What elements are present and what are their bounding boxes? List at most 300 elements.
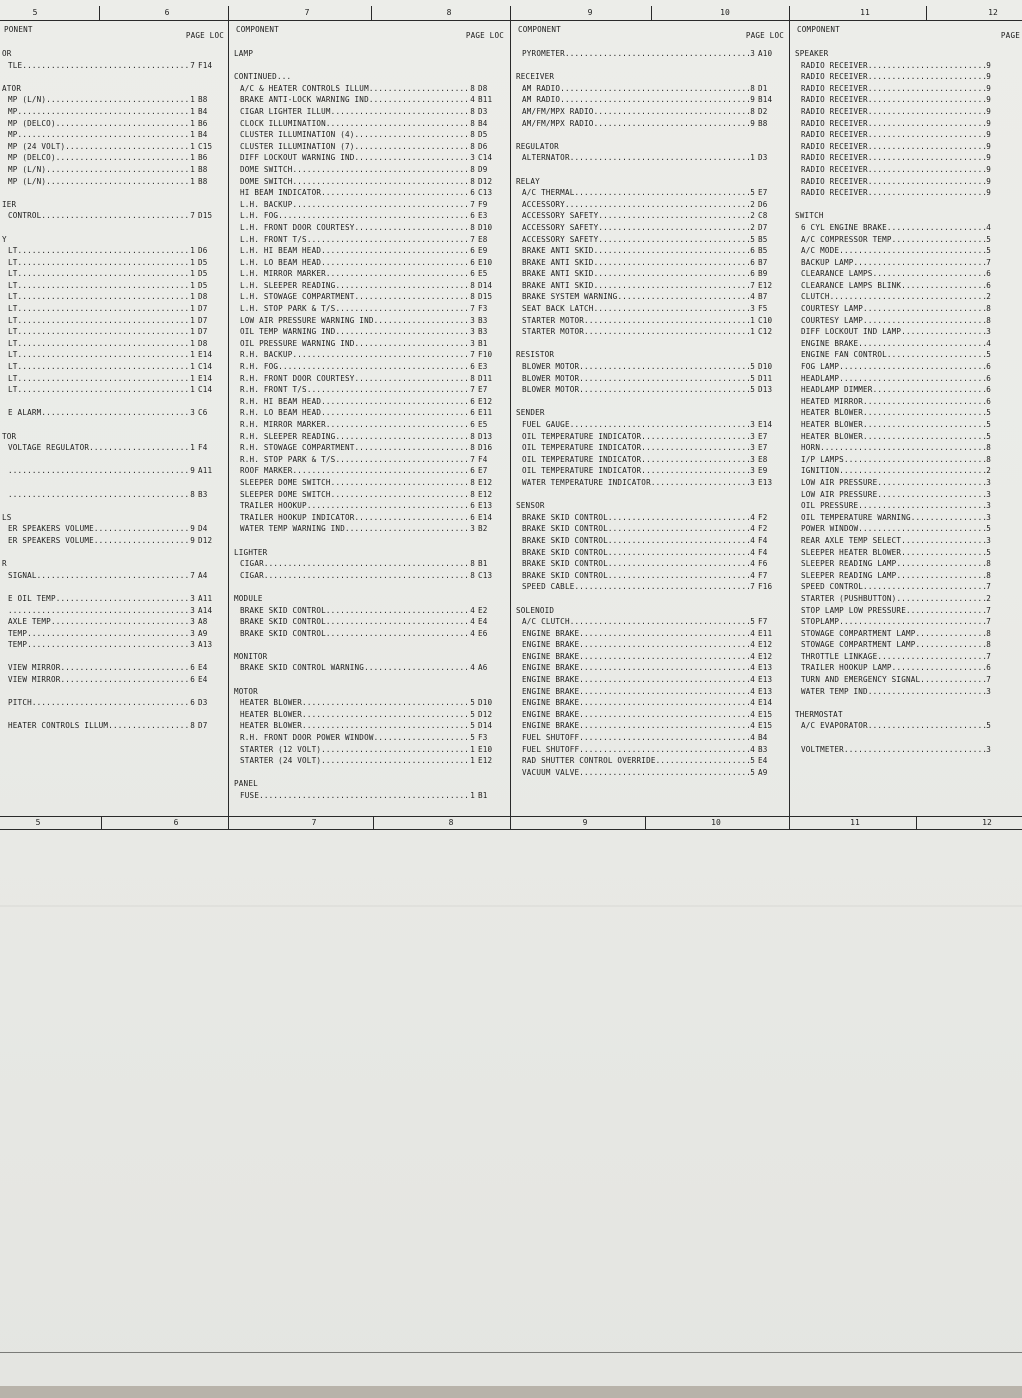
component-group	[0, 489, 226, 501]
entry-loc	[991, 442, 1022, 454]
dot-leader	[839, 245, 986, 257]
entry-name: OIL TEMPERATURE WARNING	[801, 512, 911, 522]
index-entry	[0, 210, 226, 222]
dot-leader	[374, 732, 471, 744]
dot-leader	[37, 570, 191, 582]
dot-leader	[594, 280, 751, 292]
entry-loc	[991, 152, 1022, 164]
entry-page: 4	[750, 651, 755, 661]
entry-name: IGNITION	[801, 466, 840, 476]
index-entry	[0, 407, 226, 419]
dot-leader	[873, 384, 987, 396]
entry-name: REAR AXLE TEMP SELECT	[801, 535, 902, 545]
index-entry	[0, 141, 226, 153]
entry-loc: E12	[478, 756, 493, 766]
entry-page: 9	[986, 95, 991, 105]
entry-loc	[991, 744, 1022, 756]
dot-leader	[335, 326, 470, 338]
column-header	[232, 20, 506, 40]
entry-name: CLEARANCE LAMPS	[801, 269, 873, 279]
group-heading: SWITCH	[795, 211, 824, 221]
entry-page: 1	[470, 744, 475, 754]
entry-page: 6	[986, 385, 991, 395]
entry-loc: B5	[758, 234, 768, 244]
entry-loc: E10	[478, 744, 493, 754]
entry-loc: D10	[478, 222, 493, 232]
entry-name: L.H. SLEEPER READING	[240, 280, 336, 290]
entry-page: 8	[470, 443, 475, 453]
entry-loc: E5	[478, 269, 488, 279]
entry-loc: B6	[198, 118, 208, 128]
entry-page: 9	[986, 153, 991, 163]
entry-page: 9	[986, 118, 991, 128]
dot-leader	[584, 315, 750, 327]
entry-name: HEATER BLOWER	[801, 408, 864, 418]
tick	[926, 6, 927, 20]
dot-leader	[868, 106, 986, 118]
index-entry	[514, 48, 786, 60]
entry-loc: C13	[478, 570, 493, 580]
entry-page: 3	[190, 408, 195, 418]
dot-leader	[887, 349, 986, 361]
entry-page: 3	[190, 617, 195, 627]
index-entry	[514, 118, 786, 130]
entry-name: SLEEPER READING LAMP	[801, 559, 897, 569]
component-group	[232, 71, 506, 535]
component-group	[514, 48, 786, 60]
index-entry	[514, 767, 786, 779]
entry-loc	[991, 570, 1022, 582]
dot-leader	[641, 431, 750, 443]
group-heading: Y	[2, 234, 7, 244]
dot-leader	[575, 581, 751, 593]
entry-page: 1	[750, 153, 755, 163]
component-group	[793, 744, 1022, 756]
dot-leader	[56, 593, 191, 605]
table-surface-edge	[0, 1386, 1022, 1398]
entry-name: DIFF LOCKOUT WARNING IND	[240, 153, 355, 163]
index-entry	[514, 373, 786, 385]
index-entry	[514, 83, 786, 95]
index-entry	[0, 593, 226, 605]
group-heading: THERMOSTAT	[795, 709, 843, 719]
entry-page: 7	[190, 60, 195, 70]
entry-name: ACCESSORY SAFETY	[522, 234, 599, 244]
entry-name: FUEL GAUGE	[522, 420, 570, 429]
entry-name: R.H. HI BEAM HEAD	[240, 396, 322, 406]
entry-loc: E7	[478, 466, 488, 476]
component-group	[0, 465, 226, 477]
entry-page: 9	[986, 164, 991, 174]
entry-page: 1	[190, 141, 195, 151]
dot-leader	[89, 442, 190, 454]
dot-leader	[570, 152, 751, 164]
index-column	[514, 20, 786, 815]
component-group	[0, 199, 226, 222]
index-entry	[514, 291, 786, 303]
entry-name: COURTESY LAMP	[801, 315, 864, 325]
index-entry	[793, 118, 1022, 130]
entry-loc: F4	[758, 535, 768, 545]
index-entry	[514, 315, 786, 327]
entry-page: 8	[470, 130, 475, 140]
entry-page: 9	[190, 524, 195, 534]
dot-leader	[863, 431, 986, 443]
index-entry	[232, 210, 506, 222]
entry-loc: E7	[758, 188, 768, 198]
entry-page: 4	[750, 292, 755, 302]
dot-leader	[579, 674, 750, 686]
index-entry	[793, 500, 1022, 512]
index-entry	[0, 118, 226, 130]
entry-name: HEATER BLOWER	[240, 721, 303, 731]
dot-leader	[868, 60, 986, 72]
entry-name: A/C & HEATER CONTROLS ILLUM	[240, 83, 369, 93]
index-entry	[793, 581, 1022, 593]
entry-name: HORN	[801, 443, 821, 453]
entry-loc	[991, 176, 1022, 188]
entry-name: BLOWER MOTOR	[522, 362, 580, 372]
entry-page: 1	[190, 350, 195, 360]
entry-page: 6	[470, 269, 475, 279]
entry-page: 5	[986, 246, 991, 256]
group-heading: SOLENOID	[516, 605, 555, 615]
entry-name: RADIO RECEIVER	[801, 118, 868, 128]
index-entry	[232, 396, 506, 408]
index-entry	[0, 94, 226, 106]
component-group	[514, 605, 786, 779]
index-entry	[793, 651, 1022, 663]
index-entry	[232, 558, 506, 570]
entry-page: 2	[986, 292, 991, 302]
index-entry	[793, 744, 1022, 756]
index-entry	[793, 477, 1022, 489]
dot-leader	[321, 755, 470, 767]
dot-leader	[326, 268, 470, 280]
entry-page: 3	[750, 420, 755, 429]
component-header: COMPONENT	[236, 25, 279, 34]
col-number: 12	[982, 818, 992, 827]
index-entry	[793, 94, 1022, 106]
dot-leader	[307, 234, 470, 246]
entry-page: 1	[190, 315, 195, 325]
entry-name: L.H. LO BEAM HEAD	[240, 257, 322, 267]
dot-leader	[901, 547, 986, 559]
entry-name: BRAKE ANTI-LOCK WARNING IND	[240, 95, 369, 105]
index-entry	[793, 535, 1022, 547]
dot-leader	[594, 257, 751, 269]
dot-leader	[560, 94, 750, 106]
entry-name: WATER TEMPERATURE INDICATOR	[522, 477, 651, 487]
index-entry	[514, 523, 786, 535]
entry-page: 6	[750, 257, 755, 267]
entry-loc	[991, 419, 1022, 431]
entry-loc: E15	[758, 721, 773, 731]
entry-name: LT	[8, 338, 18, 348]
index-entry	[232, 326, 506, 338]
entry-name: ACCESSORY SAFETY	[522, 211, 599, 221]
group-heading: OR	[2, 49, 12, 58]
entry-page: 5	[750, 373, 755, 383]
index-entry	[232, 697, 506, 709]
entry-loc: F2	[758, 512, 768, 522]
dot-leader	[863, 419, 986, 431]
index-entry	[232, 419, 506, 431]
entry-loc: E7	[758, 443, 768, 453]
dot-leader	[65, 141, 190, 153]
entry-page: 8	[470, 489, 475, 499]
entry-name: STARTER (24 VOLT)	[240, 756, 322, 766]
entry-loc: A13	[198, 640, 213, 650]
entry-name: ENGINE BRAKE	[522, 709, 580, 719]
entry-loc	[991, 686, 1022, 698]
entry-page: 1	[190, 106, 195, 116]
entry-page: 1	[470, 791, 475, 800]
dot-leader	[868, 187, 986, 199]
column-divider	[789, 6, 790, 830]
entry-name: BRAKE ANTI SKID	[522, 257, 594, 267]
entry-page: 7	[986, 582, 991, 592]
entry-page: 5	[750, 767, 755, 777]
entry-name: OIL PRESSURE	[801, 501, 859, 511]
entry-name: ENGINE BRAKE	[522, 721, 580, 731]
entry-page: 1	[190, 373, 195, 383]
entry-page: 4	[750, 640, 755, 650]
entry-page: 8	[750, 83, 755, 93]
entry-name: HEATER BLOWER	[801, 420, 864, 429]
index-entry	[514, 268, 786, 280]
entry-page: 6	[986, 269, 991, 279]
index-entry	[232, 477, 506, 489]
entry-loc: D14	[478, 721, 493, 731]
dot-leader	[46, 176, 190, 188]
entry-page: 6	[750, 269, 755, 279]
entry-loc: D13	[758, 385, 773, 395]
dot-leader	[579, 744, 750, 756]
dot-leader	[579, 732, 750, 744]
entry-page: 4	[750, 559, 755, 569]
entry-name: BLOWER MOTOR	[522, 373, 580, 383]
entry-page: 3	[470, 524, 475, 534]
entry-name: LT	[8, 257, 18, 267]
dot-leader	[598, 210, 750, 222]
dot-leader	[579, 767, 750, 779]
entry-name: R.H. FRONT DOOR COURTESY	[240, 373, 355, 383]
index-entry	[514, 570, 786, 582]
entry-loc: E14	[478, 512, 493, 522]
group-heading: MODULE	[234, 593, 263, 603]
index-entry	[514, 465, 786, 477]
dot-leader	[302, 720, 470, 732]
entry-loc	[991, 605, 1022, 617]
entry-page: 5	[470, 733, 475, 743]
entry-name: HEADLAMP	[801, 373, 840, 383]
index-entry	[0, 605, 226, 617]
entry-loc: D12	[478, 709, 493, 719]
index-entry	[232, 303, 506, 315]
entry-loc: B8	[198, 176, 208, 186]
index-entry	[0, 442, 226, 454]
dot-leader	[321, 245, 470, 257]
entry-name: A/C THERMAL	[522, 188, 575, 198]
index-entry	[0, 60, 226, 72]
entry-loc: B8	[198, 164, 208, 174]
entry-loc	[991, 94, 1022, 106]
component-group	[0, 407, 226, 419]
entry-loc: A10	[758, 49, 773, 58]
entry-name: FOG LAMP	[801, 362, 840, 372]
entry-page: 6	[986, 396, 991, 406]
entry-page: 3	[986, 535, 991, 545]
index-entry	[793, 164, 1022, 176]
entry-loc: B2	[478, 524, 488, 534]
index-entry	[0, 720, 226, 732]
entry-loc: E7	[478, 385, 488, 395]
entry-loc: E11	[478, 408, 493, 418]
index-entry	[793, 558, 1022, 570]
entry-name: SEAT BACK LATCH	[522, 304, 594, 314]
dot-leader	[18, 106, 191, 118]
entry-page: 7	[986, 617, 991, 627]
entry-page: 3	[750, 443, 755, 453]
index-entry	[232, 187, 506, 199]
entry-loc: E8	[478, 234, 488, 244]
entry-page: 1	[190, 327, 195, 337]
entry-name: PITCH	[8, 698, 32, 708]
component-group	[0, 720, 226, 732]
entry-page: 8	[470, 106, 475, 116]
entry-name: LT	[8, 292, 18, 302]
entry-page: 8	[470, 141, 475, 151]
dot-leader	[656, 755, 751, 767]
index-entry	[514, 651, 786, 663]
entry-loc: B4	[198, 130, 208, 140]
entry-page: 4	[470, 605, 475, 615]
entry-loc	[991, 280, 1022, 292]
index-entry	[232, 280, 506, 292]
index-entry	[232, 523, 506, 535]
entry-page: 3	[986, 512, 991, 522]
component-group	[0, 48, 226, 71]
dot-leader	[868, 129, 986, 141]
entry-page: 9	[986, 60, 991, 70]
entry-loc	[991, 512, 1022, 524]
index-entry	[514, 662, 786, 674]
index-column	[232, 20, 506, 815]
dot-leader	[863, 396, 986, 408]
group-heading: SENDER	[516, 408, 545, 418]
entry-page: 6	[986, 280, 991, 290]
column-divider	[510, 6, 511, 830]
entry-name: CONTROL	[8, 211, 42, 221]
entry-loc	[991, 639, 1022, 651]
entry-name: CIGAR	[240, 570, 264, 580]
entry-page: 5	[986, 234, 991, 244]
entry-name: R.H. STOP PARK & T/S	[240, 454, 336, 464]
entry-loc: D12	[198, 535, 213, 545]
entry-loc: E11	[758, 628, 773, 638]
entry-page: 3	[750, 477, 755, 487]
index-entry	[793, 570, 1022, 582]
entry-page: 5	[470, 698, 475, 708]
index-entry	[514, 152, 786, 164]
entry-loc: A9	[758, 767, 768, 777]
dot-leader	[326, 616, 470, 628]
dot-leader	[565, 48, 750, 60]
index-entry	[793, 407, 1022, 419]
dot-leader	[594, 106, 751, 118]
entry-loc	[991, 477, 1022, 489]
column-divider	[228, 6, 229, 830]
entry-name: A/C COMPRESSOR TEMP	[801, 234, 892, 244]
entry-loc	[991, 616, 1022, 628]
dot-leader	[369, 83, 470, 95]
entry-page: 5	[470, 709, 475, 719]
index-entry	[793, 674, 1022, 686]
entry-page: 8	[986, 640, 991, 650]
entry-loc: F10	[478, 350, 493, 360]
entry-loc: E2	[478, 605, 488, 615]
entry-name: LOW AIR PRESSURE WARNING IND	[240, 315, 374, 325]
index-entry	[793, 129, 1022, 141]
entry-name: FUSE	[240, 791, 260, 800]
entry-name: CLUTCH	[801, 292, 830, 302]
dot-leader	[896, 570, 986, 582]
entry-name: BRAKE SKID CONTROL	[522, 570, 608, 580]
entry-page: 3	[470, 315, 475, 325]
entry-page: 4	[750, 721, 755, 731]
index-entry	[232, 720, 506, 732]
dot-leader	[641, 442, 750, 454]
entry-loc: F9	[478, 199, 488, 209]
entry-page: 4	[986, 222, 991, 232]
index-entry	[0, 489, 226, 501]
index-entry	[793, 662, 1022, 674]
index-entry	[793, 106, 1022, 118]
entry-page: 3	[750, 431, 755, 441]
entry-page: 7	[470, 454, 475, 464]
index-entry	[232, 164, 506, 176]
entry-name: STOP LAMP LOW PRESSURE	[801, 605, 906, 615]
entry-page: 9	[986, 106, 991, 116]
entry-name: ACCESSORY SAFETY	[522, 222, 599, 232]
dot-leader	[570, 419, 751, 431]
entry-loc: E6	[478, 628, 488, 638]
entry-page: 7	[190, 570, 195, 580]
dot-leader	[560, 83, 750, 95]
index-entry	[514, 210, 786, 222]
entry-name: LT	[8, 315, 18, 325]
dot-leader	[61, 662, 191, 674]
entry-name: R.H. FRONT T/S	[240, 385, 307, 395]
entry-name: BRAKE SKID CONTROL	[240, 617, 326, 627]
entry-loc: D2	[758, 106, 768, 116]
entry-name: BRAKE ANTI SKID	[522, 280, 594, 290]
entry-loc: B3	[478, 327, 488, 337]
index-entry	[0, 535, 226, 547]
dot-leader	[355, 442, 471, 454]
index-column	[0, 20, 226, 815]
component-group	[0, 234, 226, 396]
index-entry	[793, 396, 1022, 408]
entry-loc: F4	[758, 547, 768, 557]
entry-page: 4	[750, 675, 755, 685]
dot-leader	[858, 338, 986, 350]
entry-page: 4	[750, 512, 755, 522]
entry-loc: B11	[478, 95, 493, 105]
entry-name: RAD SHUTTER CONTROL OVERRIDE	[522, 756, 656, 766]
entry-name: HEADLAMP DIMMER	[801, 385, 873, 395]
